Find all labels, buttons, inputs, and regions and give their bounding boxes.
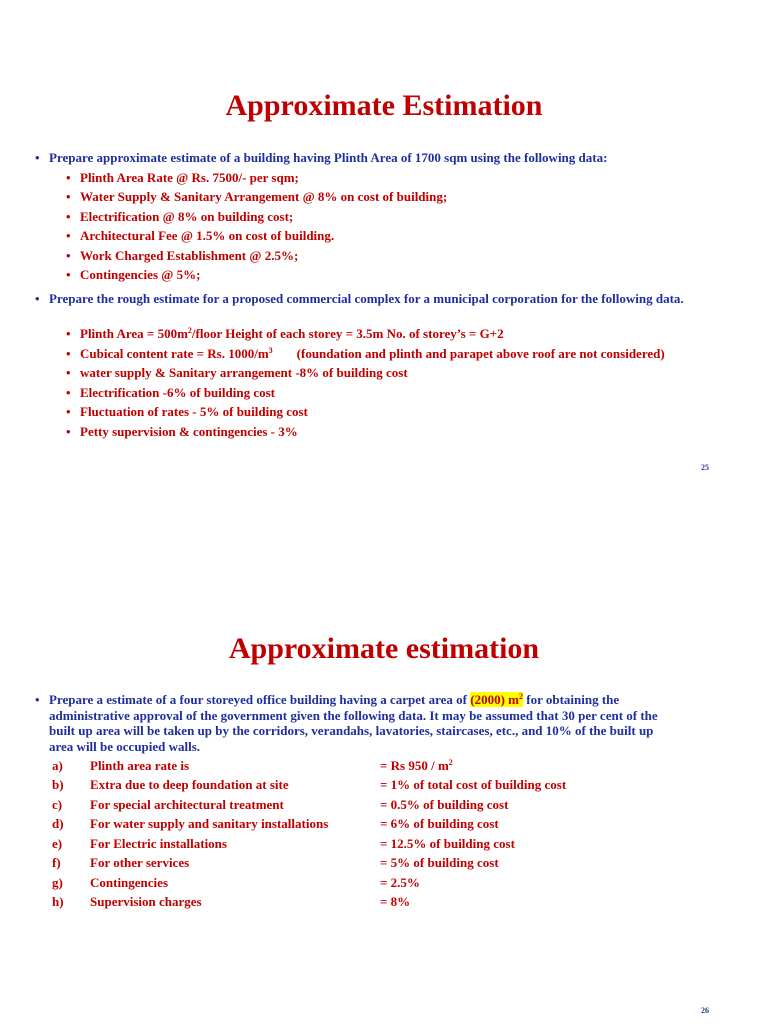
list-item: • Electrification -6% of building cost [66,385,275,400]
list-item: • water supply & Sanitary arrangement -8% of building cost [66,365,408,380]
bullet-icon: • [66,424,71,439]
question-text: Prepare the rough estimate for a proposed commercial complex for a municipal corporation for the following data. [49,291,684,306]
bullet-icon: • [35,150,40,165]
question-line: administrative approval of the government given the following data. It may be assumed that 30 per cent of the [49,707,658,723]
slide-title: Approximate Estimation [225,89,543,122]
bullet-icon: • [66,209,71,224]
bullet-icon: • [66,170,71,185]
page-number: 25 [701,463,709,472]
list-item: • Plinth Area = $500m^2$/floor Height of each storey = 3.5m No. of storey’s = G+2 [66,326,504,341]
list-item: • Fluctuation of rates - 5% of building cost [66,404,308,419]
list-item: • Plinth Area Rate @ Rs. 7500/- per sqm; [66,170,299,185]
page-number: 26 [701,1006,709,1015]
list-item: • Architectural Fee @ 1.5% on cost of building. [66,228,335,243]
bullet-icon: • [66,228,71,243]
list-item: • Work Charged Establishment @ 2.5%; [66,248,299,263]
list-item: • Contingencies @ 5%; [66,267,201,282]
list-item: • Petty supervision & contingencies - 3% [66,424,298,439]
slide-26: Approximate estimation • Prepare a estimate of a four storeyed office building having a carpet area of (2000) $m^2$ for obtaining the administrative approval of the government given the following data. It may be assumed that 30 per cent of the built up area will be taken up by the corridors, verandahs, lavatories, staircases, etc., and 10% of the built up area will be occupied walls. a) Plinth area rate is = Rs $950 / m^2$ b) Extra due to deep foundation at site = 1% of total cost of building cost c) For special architectural treatment = 0.5% of building cost d) For water supply and sanitary installations = 6% of building cost e) For Electric installations = 12.5% of building cost f) For other services = 5% of building cost g) Contingencies = 2.5% h) Supervision charges = 8% 26 [0,512,768,1024]
bullet-icon: • [66,365,71,380]
bullet-icon: • [66,248,71,263]
question-1 [35,150,739,166]
bullet-icon: • [66,189,71,204]
slide-title: Approximate estimation [228,632,540,665]
question-line: area will be occupied walls. [49,738,201,754]
question-2 [35,291,739,307]
list-item: • Electrification @ 8% on building cost; [66,209,294,224]
bullet-icon: • [35,291,40,306]
list-item: • Cubical content rate = Rs. $1000/m^3$ (foundation and plinth and parapet above roof are not considered) [66,346,665,361]
highlighted-area: (2000) $m^2$ [470,692,523,707]
question-text: Prepare approximate estimate of a building having Plinth Area of 1700 sqm using the following data: [49,150,608,165]
list-item: • Water Supply & Sanitary Arrangement @ 8% on cost of building; [66,189,448,204]
question-line: Prepare a estimate of a four storeyed office building having a carpet area of (2000) $m^2$ for obtaining the [49,692,620,707]
bullet-icon: • [66,346,71,361]
bullet-icon: • [66,267,71,282]
bullet-icon: • [35,692,40,707]
question-line: built up area will be taken up by the corridors, verandahs, lavatories, staircases, etc., and 10% of the built up [49,723,654,738]
bullet-icon: • [66,326,71,341]
question [35,692,739,754]
bullet-icon: • [66,404,71,419]
bullet-icon: • [66,385,71,400]
